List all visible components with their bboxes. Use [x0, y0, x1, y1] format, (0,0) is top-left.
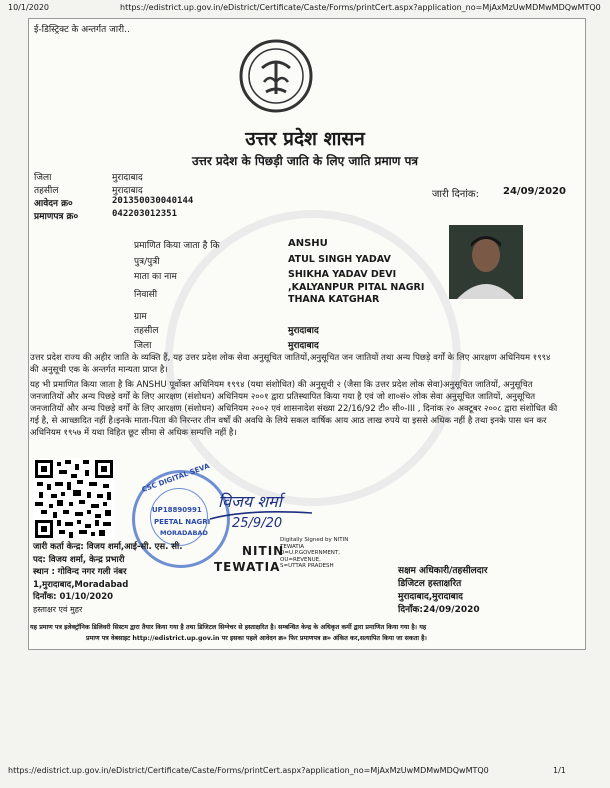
- issue-note: ई-डिस्ट्रिक्ट के अन्तर्गत जारी..: [34, 25, 130, 35]
- caste-paragraph: उत्तर प्रदेश राज्य की अहीर जाति के व्यक्ति हैं, यह उत्तर प्रदेश लोक सेवा अनुसूचित जातियों,अनुसूचित जन जातियों तथा अन्य पिछड़े वर्गों के लिए आरक्षण अधिनियम १९९४ की अनुसूची एक के अन्तर्गत मान्यता प्राप्त है।: [30, 353, 551, 375]
- issue-date-value: 24/09/2020: [503, 186, 566, 197]
- applicant-name: ANSHU: [288, 238, 328, 249]
- district-value-2: मुरादाबाद: [288, 341, 319, 351]
- tehsil-label: तहसील: [34, 186, 59, 196]
- resident-label: निवासी: [134, 290, 158, 300]
- son-daughter-label: पुत्र/पुत्री: [134, 257, 160, 267]
- applicant-photo: [449, 225, 523, 299]
- digital-sig-details: Digitally Signed by NITIN TEWATIA O=U.P.GOVERNMENT, OU=REVENUE, S=UTTAR PRADESH: [280, 537, 349, 569]
- handwritten-date: 25/9/20: [232, 516, 283, 531]
- print-url: https://edistrict.up.gov.in/eDistrict/Certificate/Caste/Forms/printCert.aspx?application_no=MjAxMzUwMDMwMDQwMTQ0: [120, 3, 601, 12]
- mother-name-label: माता का नाम: [134, 272, 177, 282]
- doc-subtitle: उत्तर प्रदेश के पिछड़ी जाति के लिए जाति प्रमाण पत्र: [191, 154, 419, 168]
- district-label: जिला: [34, 173, 52, 183]
- address-line-2: THANA KATGHAR: [288, 294, 380, 305]
- district-value: मुरादाबाद: [112, 173, 143, 183]
- digital-sig-name-1: NITIN: [242, 544, 285, 558]
- seal-line-3: MORADABAD: [160, 529, 208, 537]
- address-line-1: ,KALYANPUR PITAL NAGRI: [288, 282, 425, 293]
- certificate-no-value: 042203012351: [112, 209, 178, 219]
- tehsil-value: मुरादाबाद: [112, 186, 143, 196]
- application-no-value: 201350030040144: [112, 196, 194, 206]
- footer-url: https://edistrict.up.gov.in/eDistrict/Certificate/Caste/Forms/printCert.aspx?application_no=MjAxMzUwMDMwMDQwMTQ0: [8, 766, 489, 775]
- qr-code-icon: [33, 458, 115, 540]
- certification-paragraph: यह भी प्रमाणित किया जाता है कि ANSHU पूर्वोक्त अधिनियम १९९४ (यथा संशोधित) की अनुसूची २ (जैसा कि उत्तर प्रदेश लोक सेवा)अनुसूचित जातियों, अनुसूचित जनजातियों और अन्य पिछड़े वर्गों के लिए आरक्षण (संशोधन) अधिनियम २००१ द्वारा प्रतिस्थापित किया गया है एवं जो शा०सं० लोक सेवा अनुसूचित जातियों, अनुसूचित जनजातियों और अन्य पिछड़े वर्गों के लिए आरक्षण (संशोधन) अधिनियम २००२ एवं शासनादेश संख्या 22/16/92 टी० सी०-III , दिनांक २० अक्टूबर २००८ द्वारा संशोधित की गई है, से आच्छादित नहीं है।इनके माता-पिता की निरन्तर तीन वर्षों की अवधि के लिये सकल वार्षिक आय आठ लाख रुपये या इससे अधिक नहीं है तथा इनके पास धन कर अधिनियम १९५७ में यथा विहित छूट सीमा से अधिक सम्पत्ति नहीं है।: [30, 380, 558, 438]
- seal-line-2: PEETAL NAGRI: [154, 518, 211, 526]
- father-name: ATUL SINGH YADAV: [288, 254, 391, 265]
- district-label-2: जिला: [134, 341, 152, 351]
- footer-note-1: यह प्रमाण पत्र इलेक्ट्रॉनिक डिलिवरी सिस्टम द्वारा तैयार किया गया है तथा डिजिटल सिग्नेचर से हस्ताक्षरित है। सम्बन्धित केन्द्र के अधिकृत कर्मी द्वारा प्रमाणित किया गया है। यह: [30, 624, 427, 631]
- print-date: 10/1/2020: [8, 3, 50, 12]
- officer-details: सक्षम अधिकारी/तहसीलदार डिजिटल हस्ताक्षरित मुरादाबाद,मुरादाबाद दिनाँक:24/09/2020: [398, 566, 488, 615]
- village-label: ग्राम: [134, 312, 147, 322]
- certify-label: प्रमाणित किया जाता है कि: [134, 241, 220, 251]
- digital-sig-name-2: TEWATIA: [214, 560, 281, 574]
- tehsil-value-2: मुरादाबाद: [288, 326, 319, 336]
- seal-top-text: CSC DIGITAL SEVA: [140, 462, 211, 494]
- tehsil-label-2: तहसील: [134, 326, 159, 336]
- up-emblem-icon: [238, 38, 314, 114]
- page-number: 1/1: [553, 766, 566, 775]
- handwritten-signature: विजय शर्मा: [218, 492, 282, 511]
- footer-note-2: प्रमाण पत्र वेबसाइट http://edistrict.up.gov.in पर इसका पहले आवेदन क्र० फिर प्रमाणपत्र क्र० अंकित कर,सत्यापित किया जा सकता है।: [86, 635, 427, 642]
- certificate-no-label: प्रमाणपत्र क्र०: [34, 212, 79, 222]
- issue-date-label: जारी दिनांक:: [432, 189, 479, 200]
- person-photo-icon: [449, 225, 523, 299]
- seal-id: UP18890991: [152, 506, 202, 514]
- mother-name: SHIKHA YADAV DEVI: [288, 269, 397, 280]
- application-no-label: आवेदन क्र०: [34, 199, 73, 209]
- issuer-details: जारी कर्ता केन्द्र: विजय शर्मा,आई-सी. एस. सी. पद: विजय शर्मा, केन्द्र प्रभारी स्थान : गोविन्द नगर गली नंबर 1,मुरादाबाद,Moradabad दिनाँक: 01/10/2020 हस्ताक्षर एवं मुहर: [33, 542, 183, 614]
- doc-title: उत्तर प्रदेश शासन: [245, 128, 365, 150]
